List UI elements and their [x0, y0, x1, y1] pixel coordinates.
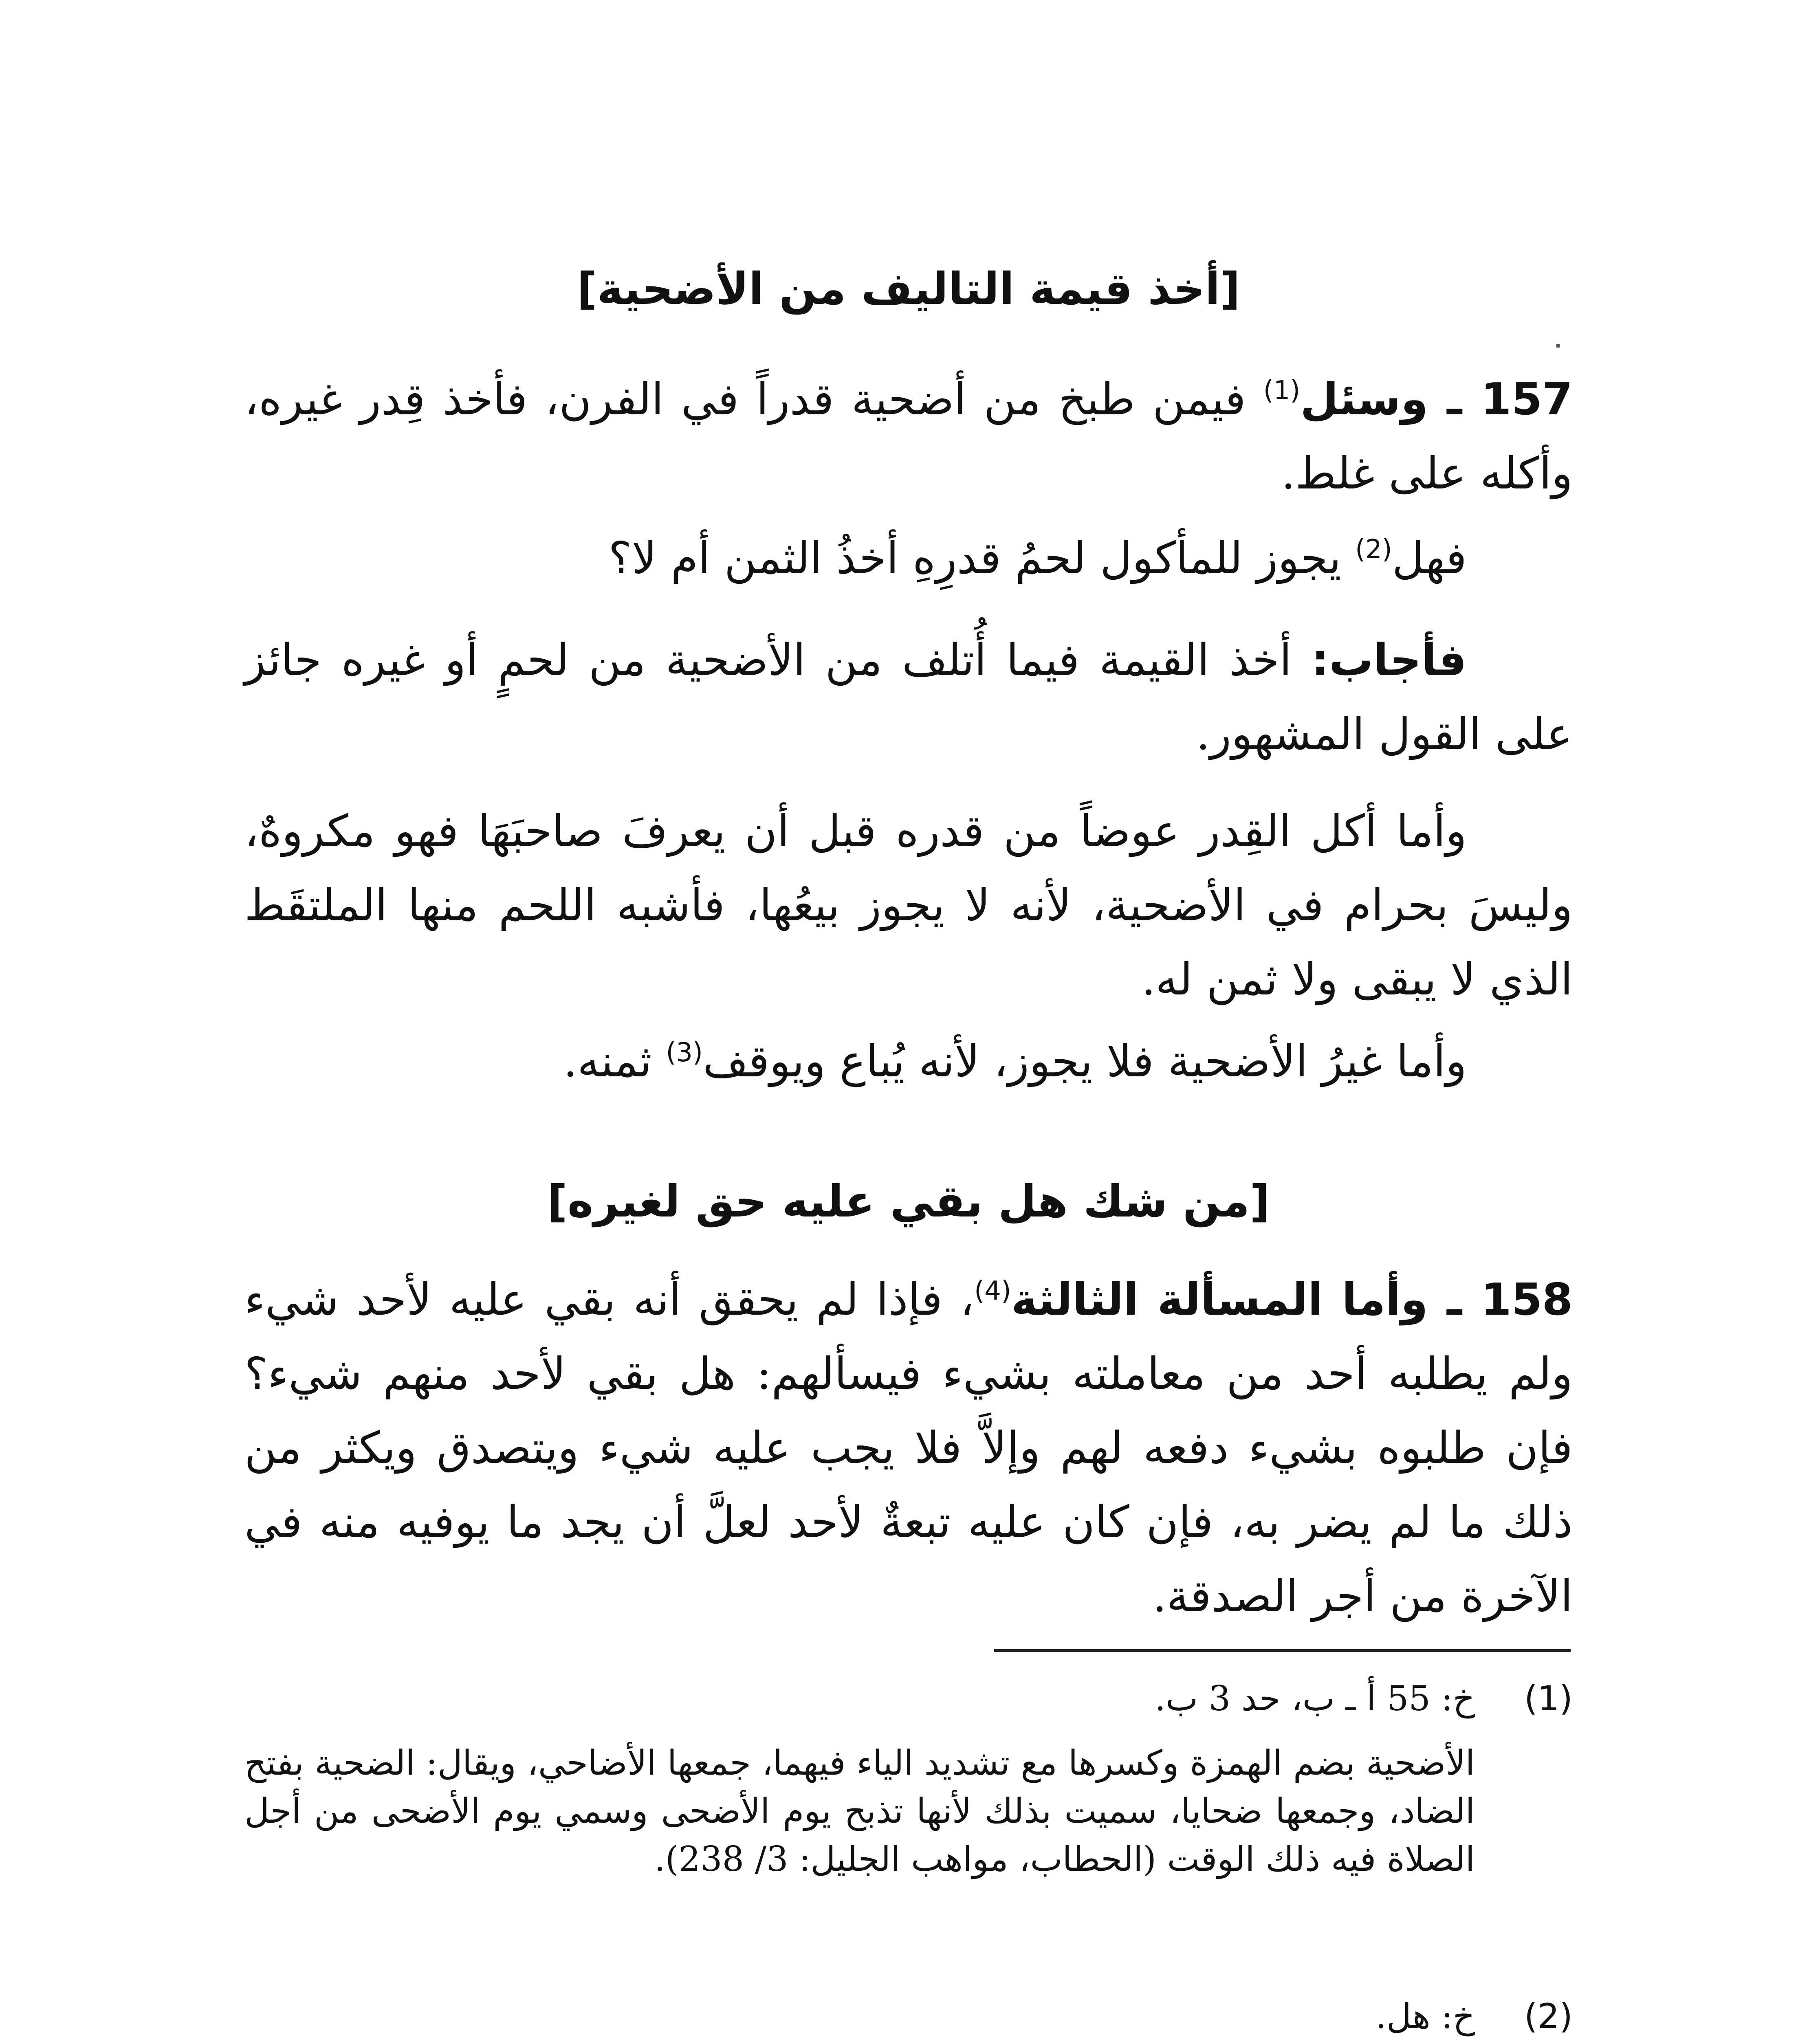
margin-mark [1556, 344, 1560, 348]
footnote-1 [244, 1674, 1573, 1883]
paragraph-other [244, 1025, 1573, 1099]
footnote-source: خ: 55 أ ـ ب، حد 3 ب. [1155, 1678, 1475, 1718]
question-lead: وسئل [1300, 374, 1428, 425]
footnote-number: (1) [1524, 1678, 1573, 1718]
paragraph-qidr: وأما أكل القِدر عوضاً من قدره قبل أن يعرفَ صاحبَهَا فهو مكروهٌ، وليسَ بحرام في الأضحية، لأنه لا يجوز بيعُها، فأشبه اللحم منها الملتقَط الذي لا يبقى ولا ثمن له. [244, 806, 1573, 1005]
footnote-text: الأضحية بضم الهمزة وكسرها مع تشديد الياء فيهما، جمعها الأضاحي، ويقال: الضحية بفتح الضاد، وجمعها ضحايا، سميت بذلك لأنها تذبح يوم الأضحى وسمي يوم الأضحى من أجل الصلاة فيه ذلك الوقت (الحطاب، مواهب الجليل: 3/ 238). [244, 1743, 1475, 1879]
question-dash: ـ [1428, 1274, 1481, 1325]
section-heading-2: [من شك هل بقي عليه حق لغيره] [547, 1176, 1270, 1227]
answer-paragraph [244, 623, 1573, 772]
question-dash: ـ [1428, 374, 1481, 425]
answer-text: أخذ القيمة فيما أُتلف من الأضحية من لحمٍ أو غيره جائز على القول المشهور. [244, 635, 1573, 760]
section-heading-1: [أخذ قيمة التاليف من الأضحية] [577, 264, 1240, 315]
footnote-2 [244, 1992, 1573, 2037]
footnote-ref: (4) [974, 1276, 1011, 1306]
question-158 [244, 1263, 1573, 1634]
question-number: 158 [1481, 1274, 1573, 1325]
question-number: 157 [1481, 374, 1573, 425]
paragraph-text-end: ثمنه. [563, 1036, 666, 1087]
footnote-ref: (1) [1263, 376, 1301, 406]
question-lead: وأما المسألة الثالثة [1011, 1274, 1428, 1325]
paragraph-text: وأما غيرُ الأضحية فلا يجوز، لأنه يُباع ويوقف [702, 1036, 1467, 1087]
question-157-follow-up [244, 521, 1573, 596]
follow-up-text: يجوز للمأكول لحمُ قدرِهِ أخذُ الثمن أم لا؟ [608, 533, 1356, 584]
footnote-ref: (3) [666, 1038, 703, 1068]
follow-up-lead: فهل [1392, 533, 1467, 584]
footnote-text: خ: هل. [1375, 1996, 1475, 2036]
question-text: ، فإذا لم يحقق أنه بقي عليه لأحد شيء ولم يطلبه أحد من معاملته بشيء فيسألهم: هل بقي لأحد منهم شيء؟ فإن طلبوه بشيء دفعه لهم وإلاَّ فلا يجب عليه شيء ويتصدق ويكثر من ذلك ما لم يضر به، فإن كان عليه تبعةٌ لأحد لعلَّ أن يجد ما يوفيه منه في الآخرة من أجر الصدقة. [244, 1274, 1573, 1622]
footnote-ref: (2) [1355, 535, 1392, 565]
footnote-number: (2) [1524, 1996, 1573, 2036]
question-157 [244, 363, 1573, 511]
answer-lead: فأجاب: [1311, 635, 1467, 686]
question-text: فيمن طبخ من أضحية قدراً في الفرن، فأخذ قِدر غيره، وأكله على غلط. [244, 374, 1573, 499]
footnote-separator [994, 1649, 1571, 1652]
